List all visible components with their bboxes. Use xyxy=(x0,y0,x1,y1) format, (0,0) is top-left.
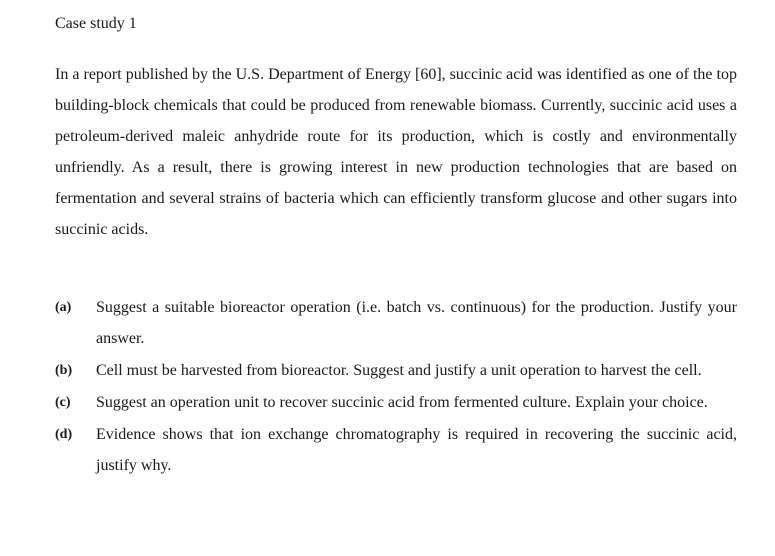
question-text: Cell must be harvested from bioreactor. Suggest and justify a unit operation to harvest the cell. xyxy=(96,362,702,379)
question-label: (a) xyxy=(55,300,72,315)
question-a xyxy=(55,292,737,354)
question-d xyxy=(55,419,737,481)
question-c xyxy=(55,387,737,418)
question-b xyxy=(55,355,737,386)
question-label: (d) xyxy=(55,427,73,442)
question-text: Suggest an operation unit to recover succinic acid from fermented culture. Explain your choice. xyxy=(96,394,708,411)
question-label: (c) xyxy=(55,395,71,410)
intro-paragraph: In a report published by the U.S. Department of Energy [60], succinic acid was identified as one of the top building-block chemicals that could be produced from renewable biomass. Currently, succinic acid uses a petroleum-derived maleic anhydride route for its production, which is costly and environmentally unfriendly. As a result, there is growing interest in new production technologies that are based on fermentation and several strains of bacteria which can efficiently transform glucose and other sugars into succinic acids. xyxy=(55,66,737,238)
question-text: Suggest a suitable bioreactor operation (i.e. batch vs. continuous) for the production. Justify your answer. xyxy=(96,299,737,347)
question-text: Evidence shows that ion exchange chromatography is required in recovering the succinic acid, justify why. xyxy=(96,426,737,474)
question-list xyxy=(55,292,737,482)
question-label: (b) xyxy=(55,363,73,378)
case-study-heading: Case study 1 xyxy=(55,15,137,32)
